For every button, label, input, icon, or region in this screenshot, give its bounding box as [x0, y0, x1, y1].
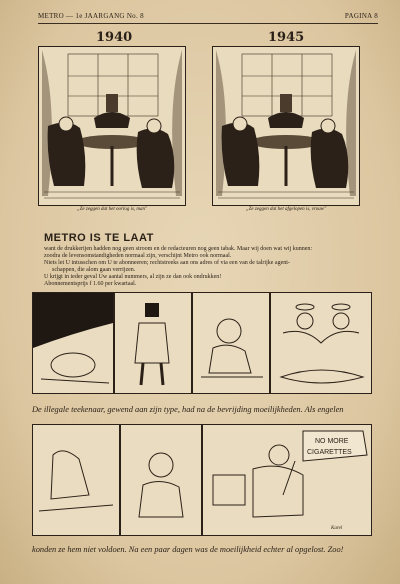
- article-line-3: Niets let U intusschen om U te abonneeren; rechtstreeks aan ons adres of via een van de talrijke agent-: [44, 260, 290, 266]
- cartoon-1945: [212, 46, 360, 206]
- caption-1945: „Ze zeggen dat het afgelopen is, vrouw": [245, 207, 327, 212]
- page-header: [38, 9, 378, 23]
- article-title: METRO IS TE LAAT: [44, 232, 154, 244]
- strip-panel-2: [114, 292, 192, 394]
- year-1940: 1940: [96, 30, 133, 45]
- article-line-6: Abonnementsprijs f 1.60 per kwartaal.: [44, 281, 137, 287]
- artist-signature: Karel: [331, 526, 343, 531]
- page-number: PAGINA 8: [344, 12, 378, 20]
- caption-1940: „Ze zeggen dat het oorlog is, man": [76, 207, 148, 212]
- strip-panel-4: [270, 292, 372, 394]
- article-line-1: want de drukkerijen hadden nog geen stroom en de redacteuren nog geen tabak. Maar wij doen wat wij kunnen:: [44, 246, 313, 252]
- masthead-issue: METRO — 1e JAARGANG No. 8: [38, 12, 144, 20]
- strip-panel-5: [32, 424, 120, 536]
- header-rule: [38, 23, 378, 24]
- article-line-5: U krijgt in ieder geval Uw aantal nummers, al zijn ze dan ook ondrukken!: [44, 274, 222, 280]
- sign-text-line-1: NO MORE: [315, 438, 349, 445]
- sign-text-line-2: CIGARETTES: [307, 449, 352, 456]
- strip-panel-3: [192, 292, 270, 394]
- article-line-2: zoodra de levensomstandigheden normaal zijn, verschijnt Metro ook normaal.: [44, 253, 232, 259]
- strip-panel-6: [120, 424, 202, 536]
- article-line-4: schappen, die alom gaan verrijzen.: [52, 267, 136, 273]
- strip-panel-1: [32, 292, 114, 394]
- strip-caption-2: konden ze hem niet voldoen. Na een paar dagen was de moeilijkheid echter al opgelost. Zoo!: [32, 545, 344, 554]
- cartoon-1940: [38, 46, 186, 206]
- strip-caption-1: De illegale teekenaar, gewend aan zijn type, had na de bevrijding moeilijkheden. Als engelen: [32, 405, 344, 414]
- year-1945: 1945: [268, 30, 305, 45]
- strip-panel-7: [202, 424, 372, 536]
